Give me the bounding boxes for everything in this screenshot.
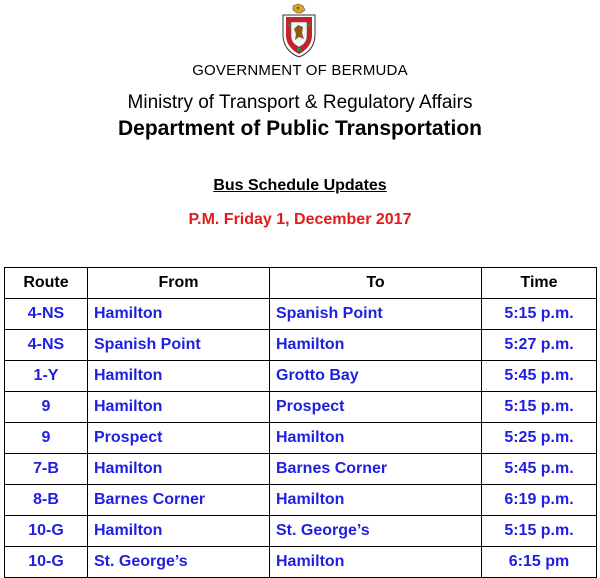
from-cell: Hamilton xyxy=(88,516,270,547)
to-cell: Hamilton xyxy=(270,485,482,516)
time-cell: 5:15 p.m. xyxy=(482,392,597,423)
department-name: Department of Public Transportation xyxy=(117,117,483,140)
government-name: GOVERNMENT OF BERMUDA xyxy=(192,62,408,79)
time-cell: 5:25 p.m. xyxy=(482,423,597,454)
route-cell: 9 xyxy=(5,392,88,423)
table-row xyxy=(5,485,597,516)
column-header-from: From xyxy=(88,268,270,299)
route-cell: 10-G xyxy=(5,547,88,578)
from-cell: Hamilton xyxy=(88,392,270,423)
table-row xyxy=(5,392,597,423)
page-title: Bus Schedule Updates xyxy=(213,177,387,194)
bermuda-crest-icon xyxy=(278,3,320,59)
route-cell: 4-NS xyxy=(5,330,88,361)
from-cell: Spanish Point xyxy=(88,330,270,361)
table-header-row xyxy=(5,268,597,299)
from-cell: Hamilton xyxy=(88,361,270,392)
to-cell: Hamilton xyxy=(270,423,482,454)
from-cell: Hamilton xyxy=(88,299,270,330)
table-row xyxy=(5,423,597,454)
table-row xyxy=(5,516,597,547)
time-cell: 5:45 p.m. xyxy=(482,454,597,485)
route-cell: 8-B xyxy=(5,485,88,516)
route-cell: 9 xyxy=(5,423,88,454)
ministry-name: Ministry of Transport & Regulatory Affairs xyxy=(127,92,473,113)
from-cell: St. George’s xyxy=(88,547,270,578)
column-header-route: Route xyxy=(5,268,88,299)
from-cell: Barnes Corner xyxy=(88,485,270,516)
to-cell: Barnes Corner xyxy=(270,454,482,485)
to-cell: Spanish Point xyxy=(270,299,482,330)
from-cell: Hamilton xyxy=(88,454,270,485)
to-cell: Prospect xyxy=(270,392,482,423)
column-header-to: To xyxy=(270,268,482,299)
time-cell: 6:15 pm xyxy=(482,547,597,578)
table-row xyxy=(5,454,597,485)
to-cell: Hamilton xyxy=(270,547,482,578)
to-cell: St. George’s xyxy=(270,516,482,547)
time-cell: 6:19 p.m. xyxy=(482,485,597,516)
time-cell: 5:27 p.m. xyxy=(482,330,597,361)
to-cell: Hamilton xyxy=(270,330,482,361)
route-cell: 10-G xyxy=(5,516,88,547)
schedule-date: P.M. Friday 1, December 2017 xyxy=(188,211,412,228)
route-cell: 4-NS xyxy=(5,299,88,330)
time-cell: 5:45 p.m. xyxy=(482,361,597,392)
time-cell: 5:15 p.m. xyxy=(482,299,597,330)
schedule-table xyxy=(4,267,597,578)
to-cell: Grotto Bay xyxy=(270,361,482,392)
route-cell: 7-B xyxy=(5,454,88,485)
route-cell: 1-Y xyxy=(5,361,88,392)
table-row xyxy=(5,547,597,578)
time-cell: 5:15 p.m. xyxy=(482,516,597,547)
table-row xyxy=(5,299,597,330)
from-cell: Prospect xyxy=(88,423,270,454)
table-row xyxy=(5,361,597,392)
column-header-time: Time xyxy=(482,268,597,299)
table-row xyxy=(5,330,597,361)
